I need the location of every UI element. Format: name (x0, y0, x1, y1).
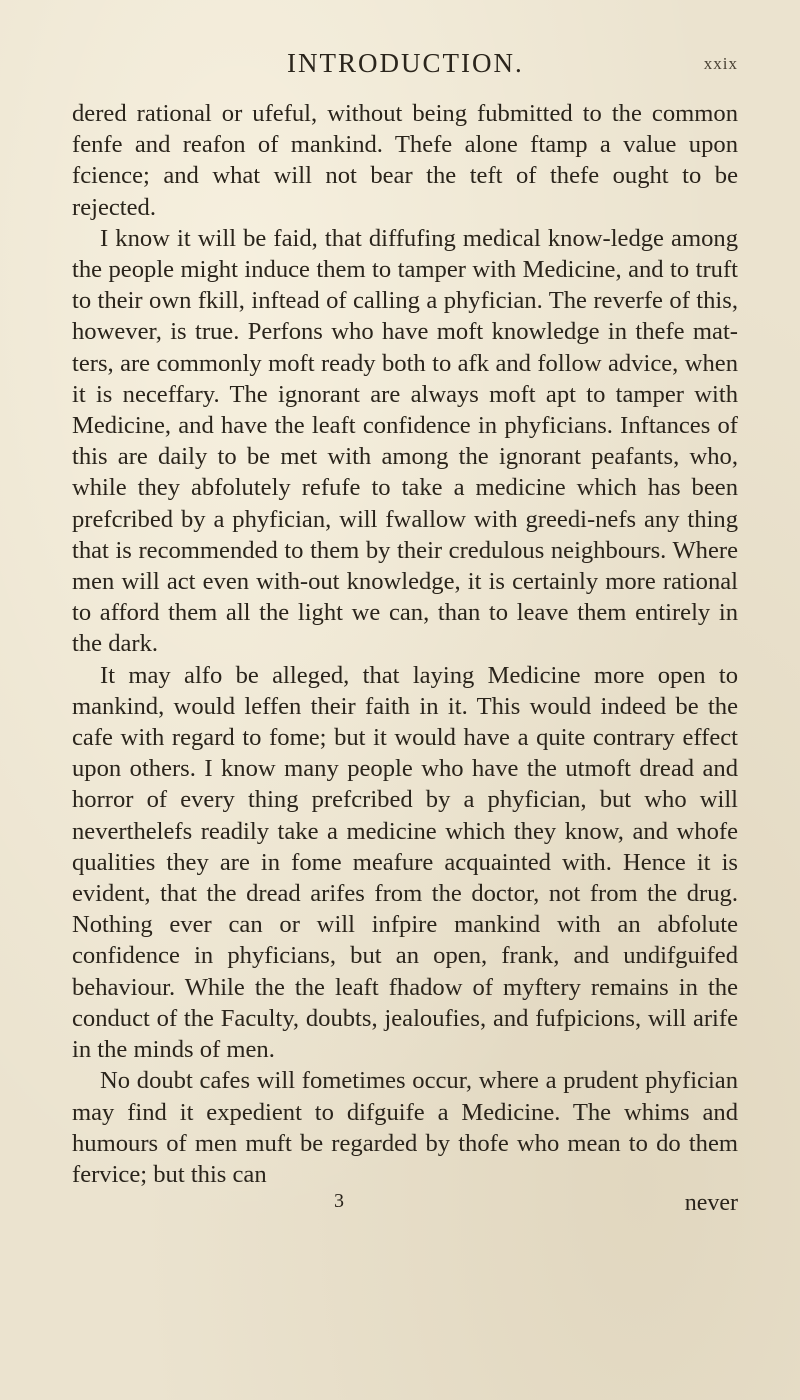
catchword: never (684, 1190, 738, 1217)
paragraph-1: dered rational or ufeful, without being fubmitted to the common fenfe and reafon of mankind. Thefe alone ftamp a value upon fcience; and what will not bear the teft of thefe ought to be rejected. (72, 100, 738, 221)
running-head (72, 48, 738, 84)
paragraph-2: I know it will be faid, that diffufing medical know-ledge among the people might induce them to tamper with Medicine, and to truft to their own fkill, inftead of calling a phyfician. The reverfe of this, however, is true. Perfons who have moft knowledge in thefe mat-ters, are commonly moft ready both to afk and follow advice, when it is neceffary. The ignorant are always moft apt to tamper with Medicine, and have the leaft confidence in phyficians. Inftances of this are daily to be met with among the ignorant peafants, who, while they abfolutely refufe to take a medicine which has been prefcribed by a phyfician, will fwallow with greedi-nefs any thing that is recommended to them by their credulous neighbours. Where men will act even with-out knowledge, it is certainly more rational to afford them all the light we can, than to leave them entirely in the dark. (72, 224, 738, 658)
signature-mark: 3 (334, 1190, 344, 1213)
body-text (72, 98, 738, 1190)
page-number: xxix (703, 54, 738, 73)
page-footer (72, 1190, 738, 1222)
paragraph-3: It may alfo be alleged, that laying Medicine more open to mankind, would leffen their faith in it. This would indeed be the cafe with regard to fome; but it would have a quite contrary effect upon others. I know many people who have the utmoft dread and horror of every thing prefcribed by a phyfician, but who will neverthelefs readily take a medicine which they know, and whofe qualities they are in fome meafure acquainted with. Hence it is evident, that the dread arifes from the doctor, not from the drug. Nothing ever can or will infpire mankind with an abfolute confidence in phyficians, but an open, frank, and undifguifed behaviour. While the the leaft fhadow of myftery remains in the conduct of the Faculty, doubts, jealoufies, and fufpicions, will arife in the minds of men. (72, 661, 738, 1064)
running-title: INTRODUCTION. (287, 48, 524, 78)
paragraph-4: No doubt cafes will fometimes occur, where a prudent phyfician may find it expedient to difguife a Medicine. The whims and humours of men muft be regarded by thofe who mean to do them fervice; but this can (72, 1067, 738, 1188)
